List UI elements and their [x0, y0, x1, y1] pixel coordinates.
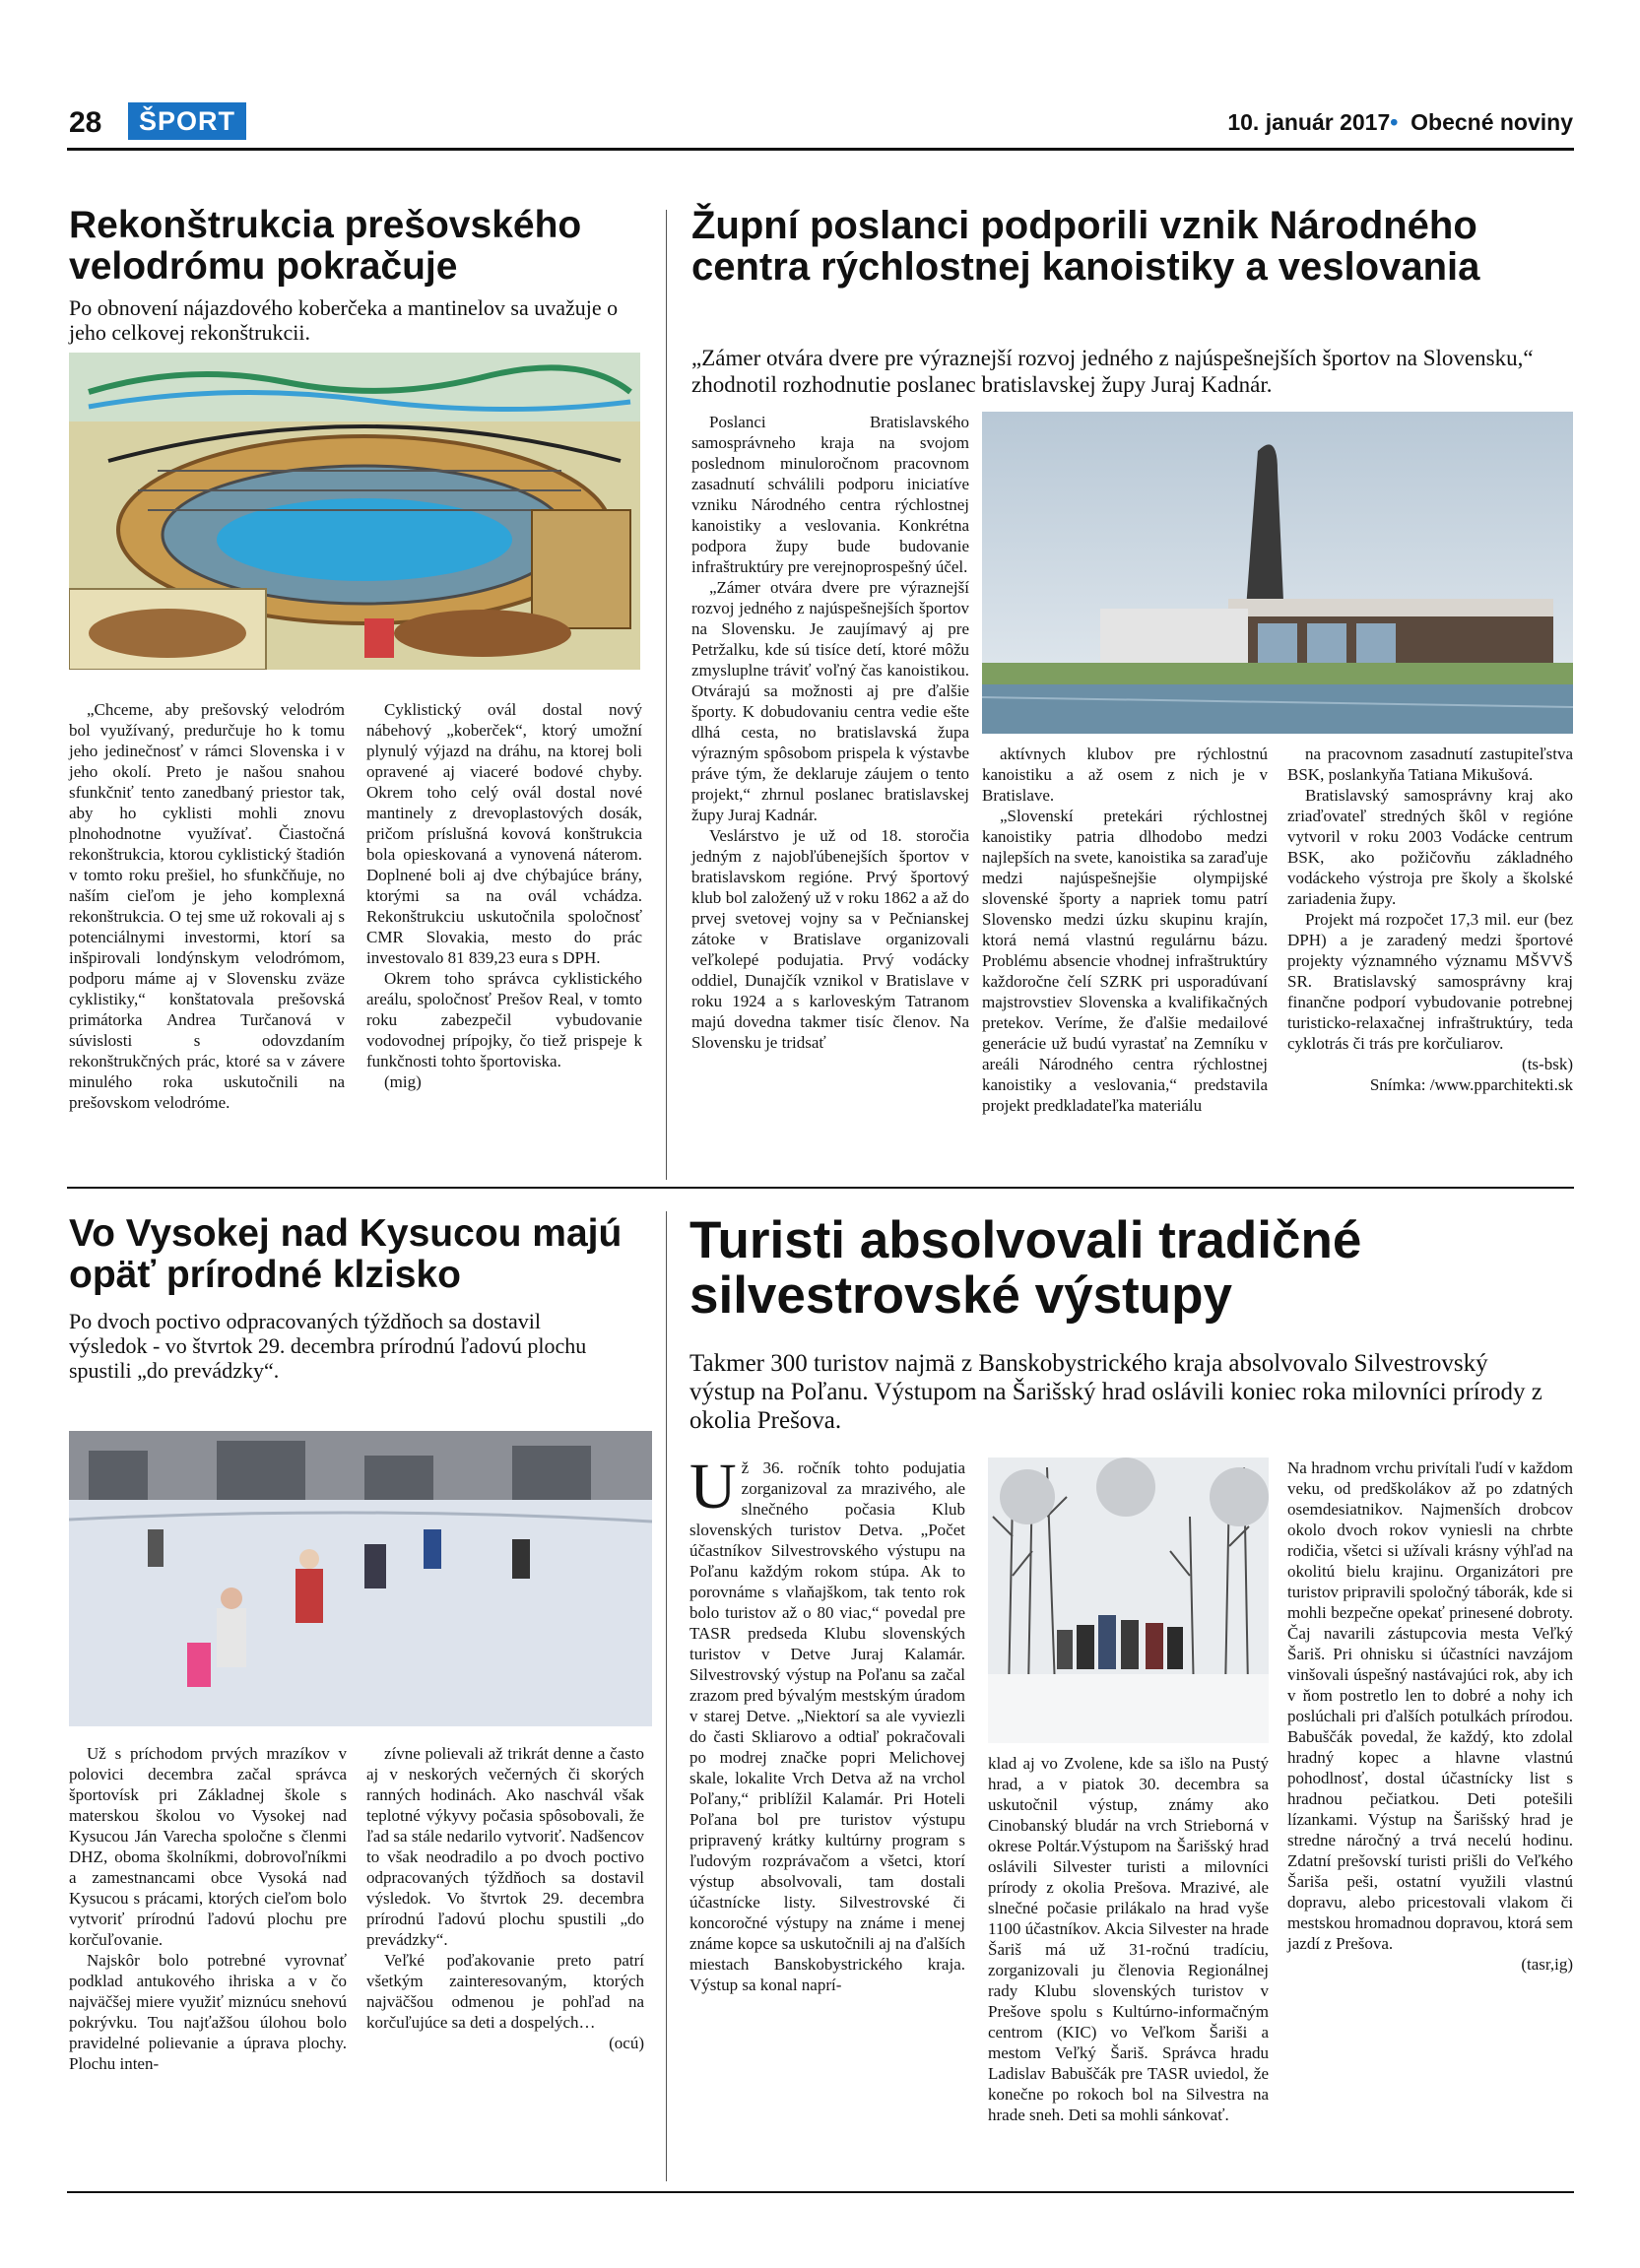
- article-paragraph: Okrem toho správca cyklistického areálu, spoločnosť Prešov Real, v tomto roku zabezpečil vybudovanie vodovodnej prípojky, čo tiež prispeje k funkčnosti tohto športoviska.: [366, 969, 642, 1070]
- article-column: [366, 1743, 644, 2053]
- article-column: [1287, 1458, 1573, 1975]
- article-column: [982, 744, 1268, 1116]
- article-column: [1287, 744, 1573, 1095]
- velodrome-drawing: [69, 353, 640, 670]
- photo-credit: Snímka: /www.pparchitekti.sk: [1369, 1075, 1573, 1094]
- publication-name: Obecné noviny: [1410, 109, 1573, 135]
- article-column: [691, 412, 969, 1053]
- article-paragraph: aktívnych klubov pre rýchlostnú kanoistiku a až osem z nich je v Bratislave.: [982, 745, 1268, 805]
- article-paragraph: [689, 1451, 965, 1995]
- article-text: ž 36. ročník tohto podujatia zorganizoval za mrazivého, ale slnečného počasia Klub slovenských turistov Detva. „Počet účastníkov Silvestrovského výstupu na Poľanu každým rokom stúpa. Ak to porovnáme s vlaňajškom, tak tento rok bolo turistov až o 80 viac,“ povedal pre TASR predseda Klubu slovenských turistov v Detve Juraj Kalamár. Silvestrovský výstup na Poľanu sa začal zrazom pred bývalým mestským úradom v starej Detve. „Niektorí sa ale vyviezli do časti Skliarovo a odtiaľ pokračovali po modrej značke popri Melichovej skale, lokalite Vrch Detva až na vrchol Poľany,“ priblížil Kalamár. Pri Hoteli Poľana bol pre turistov výstupu pripravený krátky kultúrny program s ľudovým rozprávačom a všetci, ktorí výstup absolvovali, tam dostali účastnícke listy. Silvestrovské či koncoročné výstupy na známe i menej známe kopce sa uskutočnili aj na ďalších miestach Banskobystrického kraja. Výstup sa konal naprí-: [689, 1458, 965, 1994]
- article-signature: (tasr,ig): [1521, 1955, 1573, 1974]
- article-paragraph: Bratislavský samosprávny kraj ako zriaďovateľ stredných škôl v regióne vytvoril v roku 2003 Vodácke centrum BSK, ako požičovňu základného vodáckeho výstroja pre školy a školské zariadenia župy.: [1287, 786, 1573, 908]
- article-paragraph: zívne polievali až trikrát denne a často aj v neskorých večerných či skorých ranných hodinách. Ako naschvál však teplotné výkyvy počasia spôsobovali, že ľad sa stále nedarilo vytvoriť. Nadšencov to však neodradilo a po dvoch poctivo odpracovaných týždňoch sa dostavil výsledok. Vo štvrtok 29. decembra prírodnú ľadovú plochu spustili „do prevádzky“.: [366, 1744, 644, 1949]
- article-paragraph: na pracovnom zasadnutí zastupiteľstva BSK, poslankyňa Tatiana Mikušová.: [1287, 745, 1573, 784]
- velodrome-illustration: [69, 353, 640, 670]
- article-paragraph: Na hradnom vrchu privítali ľudí v každom veku, od predškolákov až po zdatných osemdesiatnikov. Najmenších drobcov okolo dvoch rokov vyniesli na chrbte rodičia, všetci si užívali krásny výhľad na okolitú bielu krajinu. Organizátori pre turistov pripravili spoločný táborák, kde si mohli bezpečne opekať prinesené dobroty. Čaj navarili zástupcovia mesta Veľký Šariš. Pri ohnisku si účastníci navzájom vinšovali úspešný nastávajúci rok, aby ich v ňom postretlo len to dobré a nohy ich poslúchali pri ďalších potulkách prírodou. Babuščák povedal, že každý, kto zdolal hradný kopec a hlavne vlastnú pohodlnosť, dostal účastnícky list s hradnou pečiatkou. Deti potešili lízankami. Výstup na Šarišský hrad je stredne náročný a trvá necelú hodinu. Zdatní prešovskí turisti prišli do Veľkého Šariša peši, ostatní využili vlastnú dopravu, alebo pricestovali vlakom či mestskou hromadnou dopravou, ktorá sem jazdí z Prešova.: [1287, 1458, 1573, 1953]
- article-column: [689, 1451, 965, 1995]
- article-paragraph: „Chceme, aby prešovský velodróm bol využívaný, predurčuje ho k tomu jeho jedinečnosť v rámci Slovenska i v jeho okolí. Preto je našou snahou sfunkčniť tento zanedbaný priestor tak, aby ho cyklisti mohli znovu plnohodnotne využívať. Čiastočná rekonštrukcia, ktorou cyklistický štadión v tomto roku prešiel, ho sfunkčňuje, no naším cieľom je jeho komplexná rekonštrukcia. O tej sme už rokovali aj s potenciálnymi investormi, ktorí sa inšpirovali londýnskym velodrómom, podporu máme aj v Slovensku zväze cyklistiky,“ konštatovala prešovská primátorka Andrea Turčanová v súvislosti s odovzdaním rekonštrukčných prác, ktoré sa v závere minulého roka uskutočnili na prešovskom velodróme.: [69, 700, 345, 1112]
- header-rule: [67, 148, 1574, 151]
- article-headline: Župní poslanci podporili vznik Národného centra rýchlostnej kanoistiky a veslovania: [691, 204, 1480, 289]
- article-paragraph: Už s príchodom prvých mrazíkov v polovici decembra začal správca športovísk pri Základnej škole s materskou školou vo Vysokej nad Kysucou Ján Varecha spoločne s členmi DHZ, oboma školníkmi, dobrovoľníkmi a zamestnancami obce Vysoká nad Kysucou s prácami, ktorých cieľom bolo vytvoriť prírodnú ľadovú plochu pre korčuľovanie.: [69, 1744, 347, 1949]
- article-signature: (mig): [384, 1072, 422, 1091]
- article-lead: Takmer 300 turistov najmä z Banskobystrického kraja absolvovalo Silvestrovský výstup na Poľanu. Výstupom na Šarišský hrad oslávili koniec roka milovníci prírody z okolia Prešova.: [689, 1350, 1542, 1434]
- winter-hike-drawing: [988, 1458, 1269, 1743]
- article-signature: (ocú): [609, 2034, 644, 2052]
- column-divider: [666, 1211, 667, 2181]
- dateline: [1227, 109, 1573, 136]
- article-lead: „Zámer otvára dvere pre výraznejší rozvoj jedného z najúspešnejších športov na Slovensku,“ zhodnotil rozhodnutie poslanec bratislavskej župy Juraj Kadnár.: [691, 346, 1534, 397]
- article-lead: Po dvoch poctivo odpracovaných týždňoch sa dostavil výsledok - vo štvrtok 29. decembra prírodnú ľadovú plochu spustili „do prevádzky“.: [69, 1309, 587, 1383]
- article-column: [366, 699, 642, 1092]
- article-headline: Turisti absolvovali tradičné silvestrovské výstupy: [689, 1211, 1362, 1325]
- ice-rink-photo: [69, 1431, 652, 1726]
- article-lead: Po obnovení nájazdového koberčeka a mantinelov sa uvažuje o jeho celkovej rekonštrukcii.: [69, 295, 619, 345]
- winter-hike-photo: [988, 1458, 1269, 1743]
- column-divider: [666, 210, 667, 1180]
- footer-rule: [67, 2191, 1574, 2193]
- article-column: [69, 699, 345, 1113]
- article-column: [988, 1753, 1269, 2125]
- article-column: [69, 1743, 347, 2074]
- article-paragraph: Poslanci Bratislavského samosprávneho kraja na svojom poslednom minuloročnom pracovnom zasadnutí schválili podporu iniciatíve vzniku Národného centra rýchlostnej kanoistiky a veslovania. Konkrétna podpora župy bude budovanie infraštruktúry pre verejnoprospešný účel.: [691, 413, 969, 576]
- drop-cap: U: [689, 1451, 737, 1523]
- article-paragraph: Cyklistický ovál dostal nový nábehový „koberček“, ktorý umožní plynulý výjazd na dráhu, na ktorej boli opravené aj viaceré bodové chyby. Okrem toho celý ovál dostal nové mantinely z drevoplastových dosák, pričom príslušná kovová konštrukcia bola opieskovaná a vynovená náterom. Doplnené boli aj dve chýbajúce brány, ktorými sa na ovál vchádza. Rekonštrukciu uskutočnila spoločnosť CMR Slovakia, mesto do prác investovalo 81 839,23 eura s DPH.: [366, 700, 642, 967]
- article-paragraph: Veľké poďakovanie preto patrí všetkým zainteresovaným, ktorých najväčšou odmenou je pohľad na korčuľujúce sa deti a dospelých…: [366, 1951, 644, 2032]
- ice-rink-drawing: [69, 1431, 652, 1726]
- article-paragraph: Najskôr bolo potrebné vyrovnať podklad antukového ihriska a v čo najväčšej miere využiť miznúcu snehovú pokrývku. Tou najťažšou úlohou bolo pravidelné polievanie a úprava plochy. Plochu inten-: [69, 1951, 347, 2073]
- article-headline: Vo Vysokej nad Kysucou majú opäť prírodné klzisko: [69, 1212, 623, 1296]
- article-signature: (ts-bsk): [1522, 1055, 1573, 1073]
- issue-date: 10. január 2017: [1227, 109, 1391, 135]
- canoe-center-rendering: [982, 412, 1573, 734]
- article-paragraph: klad aj vo Zvolene, kde sa išlo na Pustý hrad, a v piatok 30. decembra sa uskutočnil výstup, známy ako Cinobanský bludár na vrch Strieborná v okrese Poltár.Výstupom na Šarišský hrad oslávili Silvester turisti a milovníci prírody z okolia Prešova. Mrazivé, ale slnečné počasie prilákalo na hrad vyše 1100 účastníkov. Akcia Silvester na hrade Šariš má už 31-ročnú tradíciu, zorganizovali ju členovia Regionálnej rady Klubu slovenských turistov v Prešove spolu s Kultúrno-informačným centrom (KIC) vo Veľkom Šariši a mestom Veľký Šariš. Správca hradu Ladislav Babuščák pre TASR uviedol, že konečne po rokoch bol na Silvestra na hrade sneh. Deti sa mohli sánkovať.: [988, 1754, 1269, 2124]
- article-paragraph: Projekt má rozpočet 17,3 mil. eur (bez DPH) a je zaradený medzi športové projekty významného významu MŠVVŠ SR. Bratislavský samosprávny kraj finančne podporí vybudovanie potrebnej turisticko-relaxačnej infraštruktúry, teda cyklotrás či trás pre korčuliarov.: [1287, 910, 1573, 1053]
- article-paragraph: „Zámer otvára dvere pre výraznejší rozvoj jedného z najúspešnejších športov na Slovensku. Je zaujímavý aj pre Petržalku, kde sú tisíce detí, ktoré môžu zmysluplne tráviť voľný čas kanoistikou. Otvárajú sa možnosti aj pre ďalšie športy. K dobudovaniu centra vedie ešte dlhá cesta, no bratislavská župa výrazným spôsobom prispela k výstavbe práve tým, že deklaruje záujem o tento projekt,“ zhrnul poslanec bratislavskej župy Juraj Kadnár.: [691, 578, 969, 824]
- article-headline: Rekonštrukcia prešovského velodrómu pokračuje: [69, 204, 582, 288]
- dateline-bullet: •: [1390, 109, 1399, 135]
- article-paragraph: „Slovenskí pretekári rýchlostnej kanoistiky patria dlhodobo medzi najlepších na svete, kanoistika sa zaraďuje medzi najúspešnejšie olympijské slovenské športy a napriek tomu patrí Slovensko medzi úzku skupinu krajín, ktorá nemá vlastnú regulárnu bázu. Problému absencie vhodnej infraštruktúry každoročne čelí SZRK pri usporadúvaní majstrovstiev Slovenska a kvalifikačných pretekov. Veríme, že ďalšie medailové generácie už budú vyrastať na Zemníku v areáli Národného centra rýchlostnej kanoistiky a veslovania,“ predstavila projekt predkladateľka materiálu: [982, 807, 1268, 1115]
- section-divider: [67, 1187, 1574, 1189]
- page-number: 28: [69, 106, 102, 139]
- canoe-center-drawing: [982, 412, 1573, 734]
- section-label: ŠPORT: [128, 102, 246, 140]
- article-paragraph: Veslárstvo je už od 18. storočia jedným z najobľúbenejších športov v bratislavskom regióne. Prvý športový klub bol založený už v roku 1862 a až do prvej svetovej vojny sa v Pečnianskej zátoke v Bratislave organizovali veľkolepé podujatia. Prvý vodácky oddiel, Dunajčík vznikol v Bratislave v roku 1924 a s karloveským Tatranom majú dovedna takmer tisíc členov. Na Slovensku je tridsať: [691, 826, 969, 1052]
